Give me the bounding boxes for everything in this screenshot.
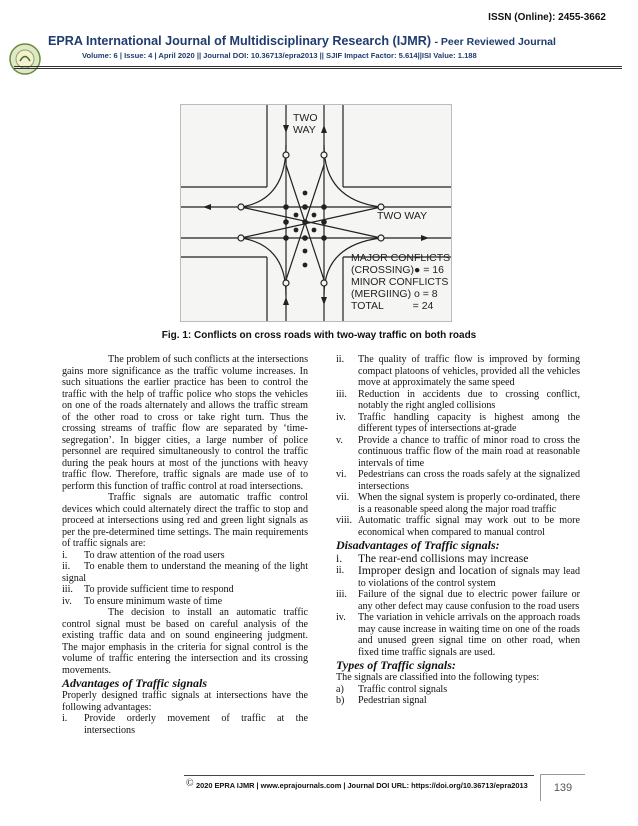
list-text: Traffic control signals bbox=[358, 683, 448, 695]
list-item bbox=[62, 584, 308, 596]
list-text: Pedestrian signal bbox=[358, 695, 427, 706]
list-text: When the signal system is properly co-ordinated, there is a reasonable speed along the major road traffic bbox=[358, 492, 580, 515]
paragraph-signals-definition: Traffic signals are automatic traffic control devices which could alternately direct the traffic to stop and proceed at intersections using red and green light signals as per the pre-determined time settings. The main requirements of traffic signals are: bbox=[62, 492, 308, 549]
list-number: b) bbox=[336, 695, 345, 706]
list-number: iv. bbox=[336, 411, 346, 423]
list-number: iv. bbox=[336, 612, 346, 623]
legend-line-5: TOTAL = 24 bbox=[351, 300, 434, 312]
figure-caption: Fig. 1: Conflicts on cross roads with two-way traffic on both roads bbox=[161, 330, 477, 341]
list-number: iii. bbox=[336, 589, 347, 600]
list-text: To ensure minimum waste of time bbox=[84, 595, 223, 607]
list-text: Reduction in accidents due to crossing conflict, notably the right angled collisions bbox=[358, 388, 580, 411]
list-number: iii. bbox=[62, 584, 73, 595]
list-item bbox=[336, 612, 580, 658]
list-item bbox=[62, 550, 308, 562]
header-rule bbox=[14, 66, 622, 67]
peer-reviewed-label: - Peer Reviewed Journal bbox=[434, 36, 556, 48]
list-item bbox=[336, 565, 580, 589]
list-item bbox=[336, 589, 580, 612]
list-text: The variation in vehicle arrivals on the approach roads may cause increase in waiting time on one of the roads and unused green signal time on other road, when fixed time traffic signals are used. bbox=[358, 612, 580, 658]
legend-line-4: (MERGIING) o = 8 bbox=[351, 288, 438, 300]
paragraph-advantages-intro: Properly designed traffic signals at intersections have the following advantages: bbox=[62, 690, 308, 713]
list-text bbox=[358, 565, 580, 589]
list-number: vii. bbox=[336, 492, 350, 503]
list-text-emphasis: Improper design and location bbox=[358, 564, 497, 577]
page-number: 139 bbox=[540, 774, 585, 801]
list-number: a) bbox=[336, 683, 344, 695]
list-item bbox=[62, 561, 308, 584]
list-number: i. bbox=[62, 713, 68, 724]
list-number: iii. bbox=[336, 388, 347, 400]
list-item bbox=[336, 515, 580, 538]
list-text: To enable them to understand the meaning of the light signal bbox=[62, 561, 308, 584]
paragraph-types-intro: The signals are classified into the following types: bbox=[336, 672, 540, 683]
list-text: Failure of the signal due to electric power failure or any other defect may cause confusion to the road users bbox=[358, 589, 580, 612]
paragraph-decision: The decision to install an automatic traffic control signal must be based on careful analysis of the existing traffic data and on sound engineering judgment. The major emphasis in the criteria for signal control is the volume of traffic entering the intersection and its crossing movements. bbox=[62, 607, 308, 676]
list-text: The rear-end collisions may increase bbox=[358, 552, 529, 565]
list-number: v. bbox=[336, 434, 343, 446]
legend-line-2: (CROSSING)● = 16 bbox=[351, 264, 444, 276]
footer-rule bbox=[184, 775, 534, 776]
list-item bbox=[336, 354, 580, 389]
list-number: i. bbox=[336, 552, 343, 565]
list-text: Provide a chance to traffic of minor road to cross the continuous traffic flow of the main road at reasonable intervals of time bbox=[358, 434, 580, 469]
legend-line-3: MINOR CONFLICTS bbox=[351, 276, 449, 288]
list-text: Pedestrians can cross the roads safely at the signalized intersections bbox=[358, 469, 580, 492]
journal-title bbox=[48, 34, 630, 48]
copyright-icon: © bbox=[186, 778, 194, 789]
journal-title-text: EPRA International Journal of Multidisciplinary Research (IJMR) bbox=[48, 34, 432, 48]
list-number: iv. bbox=[62, 595, 72, 607]
list-number: ii. bbox=[336, 565, 345, 576]
legend-line-1: MAJOR CONFLICTS bbox=[351, 252, 451, 264]
list-number: ii. bbox=[336, 354, 345, 365]
journal-logo-icon bbox=[8, 42, 42, 76]
list-item bbox=[336, 435, 580, 470]
heading-advantages: Advantages of Traffic signals bbox=[62, 676, 208, 690]
list-item bbox=[336, 389, 580, 412]
list-text-rest: of signals may lead to violations of the control system bbox=[358, 566, 581, 589]
list-number: ii. bbox=[62, 561, 71, 572]
figure-label-two: TWO bbox=[293, 112, 318, 124]
list-number: i. bbox=[62, 549, 68, 561]
list-item bbox=[62, 713, 308, 736]
list-item bbox=[336, 469, 580, 492]
list-item bbox=[336, 684, 580, 696]
list-number: viii. bbox=[336, 515, 352, 526]
list-text: To provide sufficient time to respond bbox=[84, 584, 234, 595]
figure-label-way: WAY bbox=[293, 124, 316, 136]
list-text: Traffic handling capacity is highest among the different types of intersections at-grade bbox=[358, 411, 580, 434]
list-item bbox=[336, 695, 580, 707]
list-item bbox=[62, 596, 308, 608]
list-item bbox=[336, 412, 580, 435]
footer-text: 2020 EPRA IJMR | www.eprajournals.com | Journal DOI URL: https://doi.org/10.36713/epra2013 bbox=[196, 781, 528, 790]
header-rule-double bbox=[14, 68, 622, 69]
list-text: Automatic traffic signal may work out to be more economical when compared to manual control bbox=[358, 515, 580, 538]
list-text: Provide orderly movement of traffic at the intersections bbox=[84, 713, 308, 736]
issn-label: ISSN (Online): 2455-3662 bbox=[488, 12, 606, 23]
heading-types: Types of Traffic signals: bbox=[336, 658, 456, 672]
right-column bbox=[336, 354, 580, 707]
conflict-diagram bbox=[180, 104, 452, 322]
list-text: The quality of traffic flow is improved by forming compact platoons of vehicles, provided all the vehicles move at approximately the same speed bbox=[358, 354, 580, 388]
list-item bbox=[336, 492, 580, 515]
left-column bbox=[62, 354, 308, 736]
paragraph-conflicts: The problem of such conflicts at the intersections gains more significance as the traffic volume increases. In such situations the earlier practice has been to control the traffic with the help of traffic police who stops the vehicles on one of the roads alternately and allows the traffic stream of the other road to cross or take right turn. Thus the crossing streams of traffic flow are separated by ‘time- segregation’. In bigger cities, a large number of police personnel are required simultaneously to control the traffic during the peak hours at most of the junctions with heavy traffic flow. Therefore, traffic signals are made use of to perform this function of traffic control at road intersections. bbox=[62, 354, 308, 492]
list-number: vi. bbox=[336, 469, 347, 480]
heading-disadvantages: Disadvantages of Traffic signals: bbox=[336, 538, 500, 552]
list-text: To draw attention of the road users bbox=[84, 549, 225, 561]
figure-label-two-way-horizontal: TWO WAY bbox=[377, 210, 428, 222]
journal-info: Volume: 6 | Issue: 4 | April 2020 || Journal DOI: 10.36713/epra2013 || SJIF Impact Factor: 5.614||ISI Value: 1.188 bbox=[82, 51, 477, 60]
